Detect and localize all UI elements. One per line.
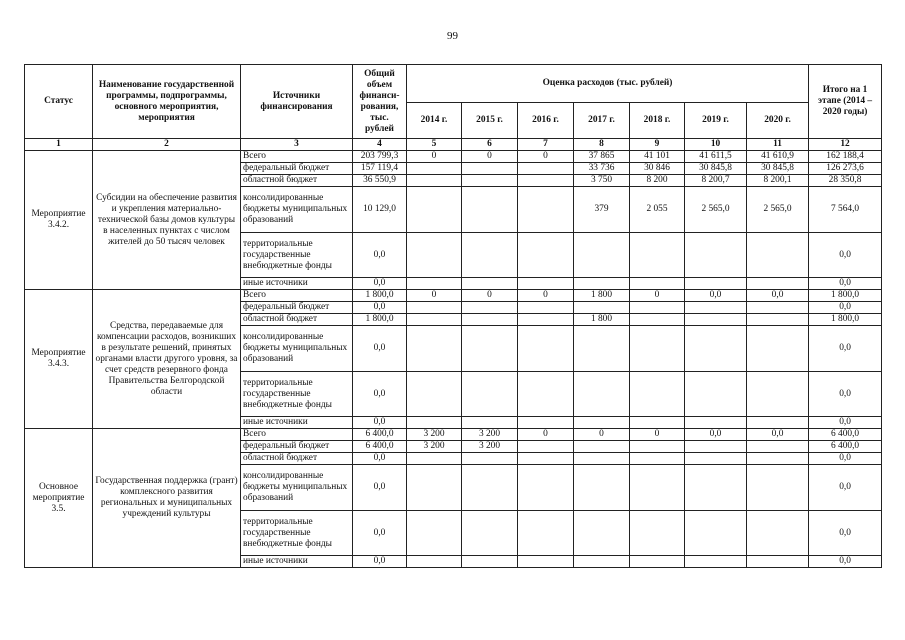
value-cell: 30 845,8 — [747, 163, 809, 175]
value-cell: 126 273,6 — [809, 163, 882, 175]
value-cell — [407, 163, 462, 175]
value-cell: 0,0 — [747, 290, 809, 302]
value-cell — [685, 417, 747, 429]
value-cell — [407, 302, 462, 314]
value-cell: 0,0 — [809, 278, 882, 290]
value-cell: 1 800,0 — [353, 314, 407, 326]
value-cell — [685, 302, 747, 314]
value-cell: 0,0 — [809, 511, 882, 556]
budget-table — [24, 64, 882, 568]
value-cell — [518, 556, 574, 568]
source-cell: консолидированные бюджеты муниципальных образований — [241, 326, 353, 372]
value-cell — [462, 372, 518, 417]
value-cell — [518, 187, 574, 233]
value-cell — [630, 511, 685, 556]
column-number: 11 — [747, 139, 809, 151]
value-cell: 0,0 — [809, 453, 882, 465]
value-cell — [518, 326, 574, 372]
value-cell — [407, 465, 462, 511]
value-cell — [630, 302, 685, 314]
value-cell: 0,0 — [809, 372, 882, 417]
value-cell — [747, 314, 809, 326]
value-cell — [574, 302, 630, 314]
value-cell: 8 200,1 — [747, 175, 809, 187]
table-row — [25, 151, 882, 163]
value-cell: 0,0 — [685, 429, 747, 441]
source-cell: территориальные государственные внебюджетные фонды — [241, 233, 353, 278]
source-cell: территориальные государственные внебюджетные фонды — [241, 372, 353, 417]
value-cell: 0,0 — [353, 372, 407, 417]
value-cell: 6 400,0 — [809, 429, 882, 441]
value-cell — [518, 465, 574, 511]
value-cell: 1 800,0 — [353, 290, 407, 302]
value-cell: 0 — [407, 151, 462, 163]
table-row — [25, 429, 882, 441]
source-cell: консолидированные бюджеты муниципальных образований — [241, 465, 353, 511]
value-cell — [685, 441, 747, 453]
value-cell: 1 800 — [574, 314, 630, 326]
value-cell: 28 350,8 — [809, 175, 882, 187]
value-cell — [747, 302, 809, 314]
value-cell — [407, 556, 462, 568]
value-cell: 0,0 — [353, 326, 407, 372]
header-year: 2015 г. — [462, 103, 518, 139]
value-cell: 41 101 — [630, 151, 685, 163]
value-cell: 3 200 — [407, 429, 462, 441]
value-cell: 0,0 — [353, 511, 407, 556]
value-cell — [747, 372, 809, 417]
value-cell: 0 — [518, 290, 574, 302]
value-cell — [747, 326, 809, 372]
value-cell — [630, 314, 685, 326]
source-cell: иные источники — [241, 417, 353, 429]
column-number: 3 — [241, 139, 353, 151]
value-cell — [685, 314, 747, 326]
value-cell — [518, 302, 574, 314]
value-cell — [630, 556, 685, 568]
value-cell — [574, 417, 630, 429]
header-year: 2016 г. — [518, 103, 574, 139]
source-cell: иные источники — [241, 278, 353, 290]
header-name: Наименование государственной программы, подпрограммы, основного мероприятия, мероприятия — [93, 65, 241, 139]
value-cell — [574, 372, 630, 417]
value-cell — [747, 453, 809, 465]
value-cell — [518, 417, 574, 429]
value-cell — [462, 417, 518, 429]
header-year: 2019 г. — [685, 103, 747, 139]
value-cell — [747, 233, 809, 278]
page-number: 99 — [447, 30, 458, 42]
value-cell: 10 129,0 — [353, 187, 407, 233]
header-year: 2014 г. — [407, 103, 462, 139]
value-cell — [518, 233, 574, 278]
source-cell: федеральный бюджет — [241, 441, 353, 453]
value-cell: 41 611,5 — [685, 151, 747, 163]
value-cell — [518, 372, 574, 417]
value-cell: 0,0 — [353, 278, 407, 290]
value-cell: 0,0 — [353, 417, 407, 429]
source-cell: областной бюджет — [241, 314, 353, 326]
header-status: Статус — [25, 65, 93, 139]
value-cell — [685, 233, 747, 278]
value-cell: 0 — [462, 151, 518, 163]
value-cell: 1 800,0 — [809, 314, 882, 326]
value-cell — [518, 441, 574, 453]
value-cell: 0,0 — [809, 233, 882, 278]
value-cell — [685, 372, 747, 417]
value-cell — [407, 372, 462, 417]
value-cell: 0,0 — [809, 465, 882, 511]
value-cell: 3 200 — [462, 441, 518, 453]
value-cell — [630, 417, 685, 429]
column-number: 1 — [25, 139, 93, 151]
header-year: 2020 г. — [747, 103, 809, 139]
value-cell — [407, 187, 462, 233]
source-cell: областной бюджет — [241, 175, 353, 187]
header-total: Общий объем финанси-рования, тыс. рублей — [353, 65, 407, 139]
value-cell: 30 846 — [630, 163, 685, 175]
value-cell — [462, 175, 518, 187]
value-cell — [407, 278, 462, 290]
value-cell — [574, 465, 630, 511]
value-cell: 1 800 — [574, 290, 630, 302]
source-cell: Всего — [241, 151, 353, 163]
value-cell — [685, 465, 747, 511]
value-cell: 33 736 — [574, 163, 630, 175]
value-cell: 0,0 — [353, 302, 407, 314]
header-year: 2018 г. — [630, 103, 685, 139]
column-number: 10 — [685, 139, 747, 151]
value-cell: 0 — [630, 290, 685, 302]
value-cell: 0,0 — [809, 556, 882, 568]
value-cell: 157 119,4 — [353, 163, 407, 175]
value-cell: 6 400,0 — [809, 441, 882, 453]
value-cell — [574, 441, 630, 453]
value-cell: 3 200 — [407, 441, 462, 453]
value-cell — [747, 441, 809, 453]
value-cell — [462, 556, 518, 568]
status-cell: Мероприятие 3.4.2. — [25, 151, 93, 290]
value-cell: 203 799,3 — [353, 151, 407, 163]
value-cell — [630, 372, 685, 417]
value-cell — [518, 511, 574, 556]
status-cell: Основное мероприятие 3.5. — [25, 429, 93, 568]
value-cell — [747, 556, 809, 568]
value-cell — [407, 314, 462, 326]
value-cell: 0 — [518, 429, 574, 441]
value-cell: 0,0 — [809, 326, 882, 372]
value-cell: 3 200 — [462, 429, 518, 441]
column-number: 7 — [518, 139, 574, 151]
value-cell — [462, 326, 518, 372]
column-number: 4 — [353, 139, 407, 151]
source-cell: федеральный бюджет — [241, 163, 353, 175]
header-year: 2017 г. — [574, 103, 630, 139]
measure-name-cell: Субсидии на обеспечение развития и укрепления материально-технической базы домов культуры в населенных пунктах с числом жителей до 50 тысяч человек — [93, 151, 241, 290]
source-cell: иные источники — [241, 556, 353, 568]
column-number: 8 — [574, 139, 630, 151]
table-body — [25, 151, 882, 568]
value-cell — [685, 511, 747, 556]
value-cell — [518, 163, 574, 175]
value-cell: 0,0 — [353, 453, 407, 465]
value-cell: 3 750 — [574, 175, 630, 187]
value-cell — [462, 314, 518, 326]
value-cell: 0,0 — [809, 417, 882, 429]
value-cell: 379 — [574, 187, 630, 233]
header-sources: Источники финансирования — [241, 65, 353, 139]
value-cell: 7 564,0 — [809, 187, 882, 233]
value-cell: 2 565,0 — [685, 187, 747, 233]
value-cell — [407, 511, 462, 556]
value-cell — [574, 511, 630, 556]
value-cell: 0 — [574, 429, 630, 441]
value-cell — [574, 278, 630, 290]
value-cell — [574, 556, 630, 568]
source-cell: Всего — [241, 290, 353, 302]
value-cell — [685, 278, 747, 290]
measure-name-cell: Государственная поддержка (грант) комплексного развития региональных и муниципальных учреждений культуры — [93, 429, 241, 568]
value-cell: 6 400,0 — [353, 441, 407, 453]
value-cell — [630, 465, 685, 511]
value-cell — [747, 465, 809, 511]
value-cell — [630, 441, 685, 453]
column-number: 12 — [809, 139, 882, 151]
table-row — [25, 290, 882, 302]
value-cell: 0 — [630, 429, 685, 441]
value-cell — [630, 233, 685, 278]
value-cell: 0,0 — [685, 290, 747, 302]
value-cell — [574, 233, 630, 278]
value-cell: 1 800,0 — [809, 290, 882, 302]
measure-name-cell: Средства, передаваемые для компенсации расходов, возникших в результате решений, принятых органами власти другого уровня, за счет средств резервного фонда Правительства Белгородской области — [93, 290, 241, 429]
value-cell: 0 — [462, 290, 518, 302]
value-cell — [462, 233, 518, 278]
value-cell — [630, 326, 685, 372]
source-cell: консолидированные бюджеты муниципальных образований — [241, 187, 353, 233]
source-cell: федеральный бюджет — [241, 302, 353, 314]
value-cell — [630, 278, 685, 290]
value-cell — [685, 556, 747, 568]
value-cell: 0,0 — [353, 556, 407, 568]
value-cell — [462, 187, 518, 233]
value-cell — [462, 465, 518, 511]
value-cell — [407, 175, 462, 187]
status-cell: Мероприятие 3.4.3. — [25, 290, 93, 429]
value-cell — [630, 453, 685, 465]
value-cell — [407, 326, 462, 372]
value-cell: 8 200,7 — [685, 175, 747, 187]
value-cell — [747, 417, 809, 429]
source-cell: областной бюджет — [241, 453, 353, 465]
value-cell: 0,0 — [809, 302, 882, 314]
value-cell — [685, 326, 747, 372]
value-cell — [462, 453, 518, 465]
header-estimate: Оценка расходов (тыс. рублей) — [407, 65, 809, 103]
value-cell: 2 565,0 — [747, 187, 809, 233]
value-cell — [407, 453, 462, 465]
value-cell: 37 865 — [574, 151, 630, 163]
value-cell — [518, 314, 574, 326]
value-cell — [747, 511, 809, 556]
source-cell: Всего — [241, 429, 353, 441]
value-cell — [518, 175, 574, 187]
value-cell — [462, 302, 518, 314]
value-cell: 0 — [407, 290, 462, 302]
column-number: 6 — [462, 139, 518, 151]
value-cell: 41 610,9 — [747, 151, 809, 163]
value-cell: 30 845,8 — [685, 163, 747, 175]
value-cell — [462, 511, 518, 556]
column-number: 9 — [630, 139, 685, 151]
value-cell: 6 400,0 — [353, 429, 407, 441]
value-cell: 2 055 — [630, 187, 685, 233]
column-number: 2 — [93, 139, 241, 151]
value-cell — [462, 163, 518, 175]
value-cell — [462, 278, 518, 290]
value-cell — [518, 453, 574, 465]
value-cell — [407, 417, 462, 429]
value-cell: 0,0 — [353, 465, 407, 511]
value-cell — [685, 453, 747, 465]
value-cell: 0,0 — [353, 233, 407, 278]
value-cell — [574, 326, 630, 372]
header-stage-total: Итого на 1 этапе (2014 – 2020 годы) — [809, 65, 882, 139]
value-cell — [407, 233, 462, 278]
value-cell: 0,0 — [747, 429, 809, 441]
value-cell — [518, 278, 574, 290]
source-cell: территориальные государственные внебюджетные фонды — [241, 511, 353, 556]
value-cell: 0 — [518, 151, 574, 163]
value-cell — [747, 278, 809, 290]
value-cell — [574, 453, 630, 465]
column-number-row — [25, 139, 882, 151]
value-cell: 162 188,4 — [809, 151, 882, 163]
value-cell: 8 200 — [630, 175, 685, 187]
value-cell: 36 550,9 — [353, 175, 407, 187]
column-number: 5 — [407, 139, 462, 151]
